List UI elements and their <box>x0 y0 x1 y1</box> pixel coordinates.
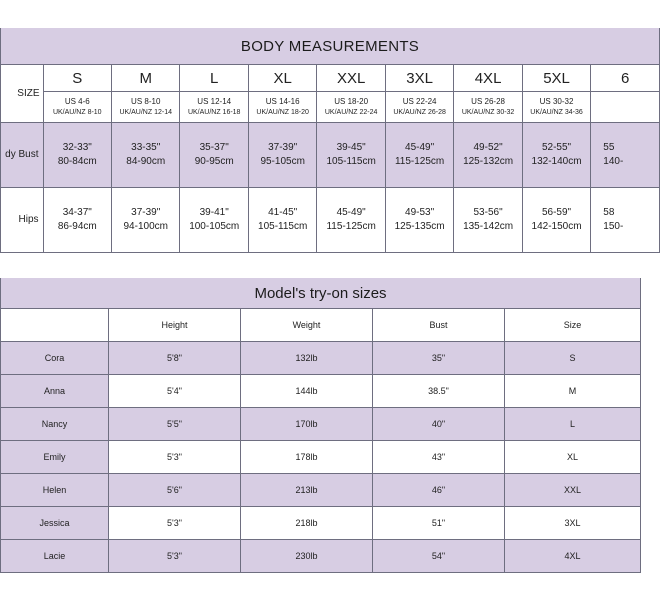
bust-cm: 125-132cm <box>463 156 514 167</box>
bust-cell <box>112 123 180 188</box>
model-row <box>1 507 641 540</box>
hips-cell <box>522 188 590 253</box>
uk-size: UK/AU/NZ 30-32 <box>461 109 515 116</box>
hips-cell <box>180 188 248 253</box>
hips-inches: 41-45" <box>268 207 298 218</box>
model-size: XXL <box>505 474 641 507</box>
model-name: Lacie <box>1 540 109 573</box>
model-bust: 54" <box>373 540 505 573</box>
bust-cell <box>385 123 453 188</box>
bust-cm: 105-115cm <box>326 156 376 167</box>
uk-size: UK/AU/NZ 22-24 <box>324 109 378 116</box>
model-bust: 38.5" <box>373 375 505 408</box>
model-bust: 35" <box>373 342 505 375</box>
header-blank <box>1 309 109 342</box>
size-conversion-cell <box>591 92 660 123</box>
hips-inches: 39-41" <box>199 207 229 218</box>
uk-size: UK/AU/NZ 18-20 <box>256 109 309 116</box>
bust-cell <box>522 123 590 188</box>
size-label: 3XL <box>385 65 453 92</box>
hips-inches: 34-37" <box>62 207 92 218</box>
hips-cell <box>385 188 453 253</box>
size-label: 4XL <box>454 65 522 92</box>
hips-inches: 53-56" <box>473 207 503 218</box>
size-conversion-cell <box>317 92 385 123</box>
bust-row-label: dy Bust <box>1 123 44 188</box>
model-size: L <box>505 408 641 441</box>
model-weight: 230lb <box>241 540 373 573</box>
hips-cm: 115-125cm <box>326 221 376 232</box>
model-height: 5'3" <box>109 507 241 540</box>
hips-cell <box>454 188 522 253</box>
header-weight: Weight <box>241 309 373 342</box>
model-height: 5'3" <box>109 540 241 573</box>
model-name: Emily <box>1 441 109 474</box>
bust-cm: 90-95cm <box>194 156 234 167</box>
hips-inches: 56-59" <box>541 207 572 218</box>
size-conversion-cell <box>180 92 248 123</box>
bust-row <box>1 123 660 188</box>
model-bust: 46" <box>373 474 505 507</box>
model-size: XL <box>505 441 641 474</box>
model-tryon-title: Model's try-on sizes <box>1 278 641 309</box>
model-height: 5'5" <box>109 408 241 441</box>
size-header: SIZE <box>1 65 44 123</box>
size-conversion-cell <box>454 92 522 123</box>
size-conversion-cell <box>112 92 180 123</box>
hips-cm: 86-94cm <box>57 221 97 232</box>
model-height: 5'8" <box>109 342 241 375</box>
model-weight: 178lb <box>241 441 373 474</box>
bust-inches: 35-37" <box>199 142 229 153</box>
body-measurements-title: BODY MEASUREMENTS <box>1 28 660 65</box>
bust-cell <box>591 123 660 188</box>
hips-cm: 150- <box>603 221 624 232</box>
model-name: Nancy <box>1 408 109 441</box>
model-tryon-table <box>0 278 641 573</box>
model-name: Jessica <box>1 507 109 540</box>
hips-cm: 142-150cm <box>531 221 582 232</box>
body-measurements-section <box>0 28 630 257</box>
model-row <box>1 375 641 408</box>
bust-cell <box>180 123 248 188</box>
hips-inches: 45-49" <box>336 207 366 218</box>
model-weight: 213lb <box>241 474 373 507</box>
size-label: XL <box>248 65 316 92</box>
size-conversion-cell <box>385 92 453 123</box>
hips-cm: 105-115cm <box>258 221 308 232</box>
size-conversion-cell <box>248 92 316 123</box>
us-size: US 26-28 <box>471 97 505 106</box>
hips-cell <box>112 188 180 253</box>
bust-inches: 49-52" <box>473 142 503 153</box>
model-height: 5'3" <box>109 441 241 474</box>
model-name: Cora <box>1 342 109 375</box>
us-size: US 22-24 <box>402 97 437 106</box>
bust-cm: 95-105cm <box>260 156 305 167</box>
size-label: L <box>180 65 248 92</box>
model-row <box>1 441 641 474</box>
model-bust: 40" <box>373 408 505 441</box>
us-size: US 30-32 <box>539 97 574 106</box>
uk-size: UK/AU/NZ 34-36 <box>530 109 583 116</box>
uk-size: UK/AU/NZ 16-18 <box>187 109 241 116</box>
bust-inches: 45-49" <box>405 142 435 153</box>
size-conversion-cell <box>522 92 590 123</box>
us-size: US 4-6 <box>64 97 90 106</box>
hips-row-label: Hips <box>1 188 44 253</box>
size-conversion-row <box>1 92 660 123</box>
model-tryon-section <box>0 278 600 578</box>
model-height: 5'6" <box>109 474 241 507</box>
hips-cm: 135-142cm <box>463 221 514 232</box>
uk-size: UK/AU/NZ 26-28 <box>393 109 446 116</box>
model-name: Anna <box>1 375 109 408</box>
hips-cm: 125-135cm <box>394 221 445 232</box>
bust-cm: 140- <box>603 156 624 167</box>
bust-cell <box>43 123 111 188</box>
hips-cm: 100-105cm <box>189 221 240 232</box>
bust-inches: 39-45" <box>336 142 366 153</box>
model-bust: 43" <box>373 441 505 474</box>
us-size: US 8-10 <box>131 97 161 106</box>
bust-cm: 84-90cm <box>126 156 166 167</box>
model-size: 3XL <box>505 507 641 540</box>
bust-inches: 52-55" <box>541 142 572 153</box>
us-size: US 12-14 <box>197 97 232 106</box>
uk-size: UK/AU/NZ 12-14 <box>119 109 172 116</box>
bust-cell <box>248 123 316 188</box>
bust-inches: 37-39" <box>268 142 298 153</box>
size-label: XXL <box>317 65 385 92</box>
model-size: 4XL <box>505 540 641 573</box>
model-size: M <box>505 375 641 408</box>
hips-inches: 58 <box>603 207 615 218</box>
hips-cell <box>591 188 660 253</box>
size-label: 6 <box>591 65 660 92</box>
model-name: Helen <box>1 474 109 507</box>
hips-cm: 94-100cm <box>123 221 168 232</box>
size-label: S <box>43 65 111 92</box>
bust-cm: 132-140cm <box>531 156 582 167</box>
model-bust: 51" <box>373 507 505 540</box>
model-row <box>1 342 641 375</box>
model-weight: 218lb <box>241 507 373 540</box>
model-height: 5'4" <box>109 375 241 408</box>
hips-inches: 49-53" <box>405 207 435 218</box>
model-weight: 132lb <box>241 342 373 375</box>
hips-row <box>1 188 660 253</box>
bust-inches: 55 <box>603 142 615 153</box>
bust-cell <box>317 123 385 188</box>
model-tryon-header-row <box>1 309 641 342</box>
bust-inches: 32-33" <box>62 142 92 153</box>
header-bust: Bust <box>373 309 505 342</box>
size-label: M <box>112 65 180 92</box>
hips-cell <box>317 188 385 253</box>
us-size: US 18-20 <box>334 97 369 106</box>
us-size: US 14-16 <box>265 97 300 106</box>
size-label: 5XL <box>522 65 590 92</box>
body-measurements-table <box>0 28 660 253</box>
bust-cm: 80-84cm <box>57 156 97 167</box>
hips-cell <box>43 188 111 253</box>
model-row <box>1 540 641 573</box>
header-height: Height <box>109 309 241 342</box>
model-weight: 170lb <box>241 408 373 441</box>
model-size: S <box>505 342 641 375</box>
model-weight: 144lb <box>241 375 373 408</box>
uk-size: UK/AU/NZ 8-10 <box>52 109 102 116</box>
model-row <box>1 474 641 507</box>
hips-cell <box>248 188 316 253</box>
hips-inches: 37-39" <box>131 207 161 218</box>
bust-inches: 33-35" <box>131 142 161 153</box>
size-conversion-cell <box>43 92 111 123</box>
size-label-row <box>1 65 660 92</box>
bust-cell <box>454 123 522 188</box>
bust-cm: 115-125cm <box>394 156 445 167</box>
model-row <box>1 408 641 441</box>
header-size: Size <box>505 309 641 342</box>
